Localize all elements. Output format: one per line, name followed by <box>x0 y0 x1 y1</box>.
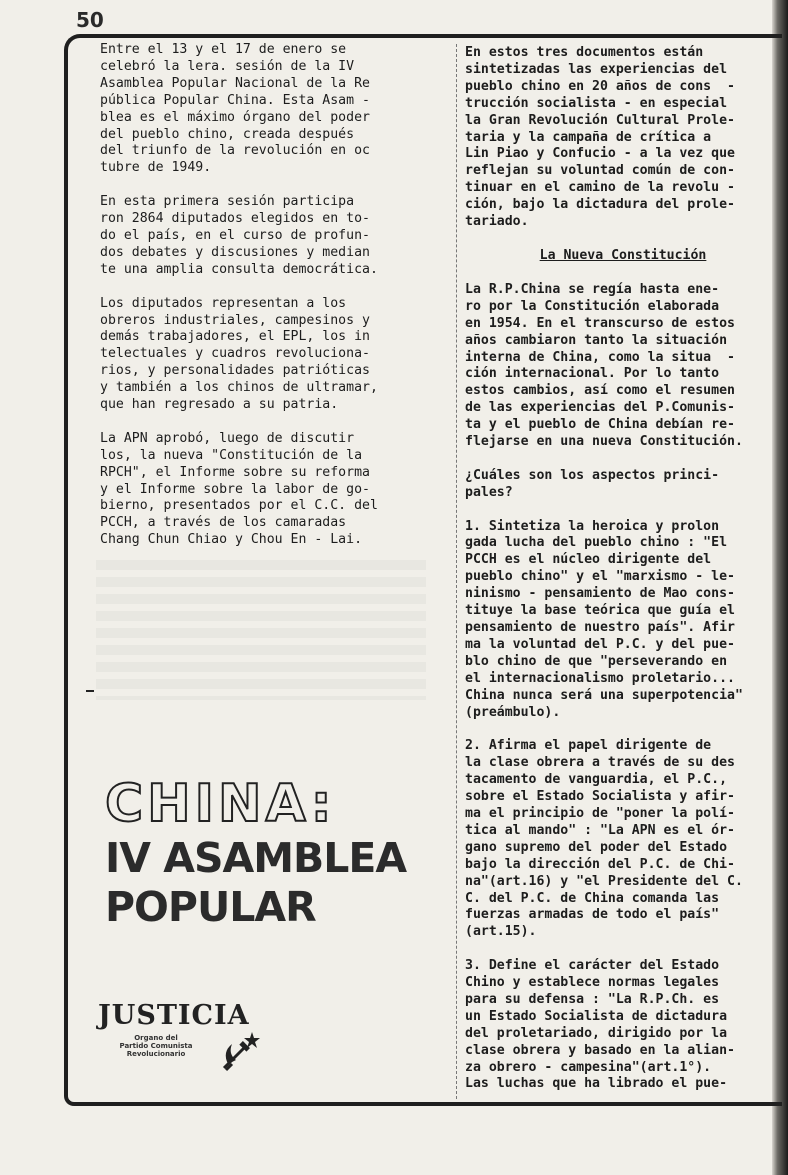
column-divider <box>456 44 457 1099</box>
text-line: RPCH", el Informe sobre su reforma <box>100 464 370 480</box>
text-line: que han regresado a su patria. <box>100 397 339 413</box>
text-line: reflejan su voluntad común de con- <box>465 163 735 179</box>
text-line: celebró la lera. sesión de la IV <box>100 58 355 74</box>
text-line: 1. Sintetiza la heroica y prolon <box>465 518 720 534</box>
text-line: del triunfo de la revolución en oc <box>100 143 370 159</box>
right-intro-paragraph <box>465 45 781 231</box>
masthead-subtitle-line: Partido Comunista <box>119 1042 193 1050</box>
show-through-shadow <box>96 560 426 700</box>
text-line: pueblo chino" y el "marxismo - le- <box>465 569 735 585</box>
text-line: PCCH es el núcleo dirigente del <box>465 552 712 568</box>
text-line: ma el principio de "poner la polí- <box>465 805 735 821</box>
text-line: ción internacional. Por lo tanto <box>465 366 720 382</box>
text-line: gano supremo del poder del Estado <box>465 839 728 855</box>
text-line: blo chino de que "perseverando en <box>465 653 728 669</box>
text-line <box>100 279 416 296</box>
headline-line-2: IV ASAMBLEA <box>105 834 407 882</box>
text-line: años cambiaron tanto la situación <box>465 332 728 348</box>
section-title: La Nueva Constitución <box>539 247 707 263</box>
text-line <box>465 451 781 468</box>
text-line <box>465 502 781 519</box>
text-line: bierno, presentados por el C.C. del <box>100 498 378 514</box>
left-column-text <box>100 42 416 549</box>
text-line: y el Informe sobre la labor de go- <box>100 481 370 497</box>
text-line: En esta primera sesión participa <box>100 194 355 210</box>
text-line: (art.15). <box>465 924 537 940</box>
text-line: tariado. <box>465 214 529 230</box>
text-line: ro por la Constitución elaborada <box>465 298 720 314</box>
headline <box>105 774 407 931</box>
text-line: (preámbulo). <box>465 704 561 720</box>
text-line: interna de China, como la situa - <box>465 349 735 365</box>
text-line: de las experiencias del P.Comunis- <box>465 400 735 416</box>
text-line: ta y el pueblo de China debían re- <box>465 417 735 433</box>
headline-line-1: CHINA: <box>105 774 336 834</box>
text-line: clase obrera y basado en la alian- <box>465 1042 735 1058</box>
text-line: y también a los chinos de ultramar, <box>100 380 378 396</box>
text-line: Lin Piao y Confucio - a la vez que <box>465 146 735 162</box>
text-line: te una amplia consulta democrática. <box>100 261 378 277</box>
text-line: estos cambios, así como el resumen <box>465 383 735 399</box>
text-line: bajo la dirección del P.C. de Chi- <box>465 856 735 872</box>
text-line: do el país, en el curso de profun- <box>100 227 370 243</box>
text-line: para su defensa : "La R.P.Ch. es <box>465 991 720 1007</box>
text-line: sobre el Estado Socialista y afir- <box>465 789 735 805</box>
text-line: del proletariado, dirigido por la <box>465 1025 728 1041</box>
text-line: C. del P.C. de China comanda las <box>465 890 720 906</box>
text-line: pueblo chino en 20 años de cons - <box>465 78 735 94</box>
text-line: La R.P.China se regía hasta ene- <box>465 281 720 297</box>
text-line: blea es el máximo órgano del poder <box>100 109 370 125</box>
text-line: PCCH, a través de los camaradas <box>100 515 347 531</box>
text-line: flejarse en una nueva Constitución. <box>465 434 743 450</box>
text-line: ción, bajo la dictadura del prole- <box>465 197 735 213</box>
text-line: Entre el 13 y el 17 de enero se <box>100 42 347 57</box>
text-line: pales? <box>465 484 513 500</box>
text-line: demás trabajadores, el EPL, los in <box>100 329 370 345</box>
text-line <box>465 941 781 958</box>
justicia-masthead <box>98 1000 274 1072</box>
text-line: la Gran Revolución Cultural Prole- <box>465 112 735 128</box>
right-body-text <box>465 282 781 1094</box>
text-line <box>465 721 781 738</box>
text-line: obreros industriales, campesinos y <box>100 312 370 328</box>
text-line: 2. Afirma el papel dirigente de <box>465 738 712 754</box>
text-line <box>100 177 416 194</box>
text-line: del pueblo chino, creada después <box>100 126 355 142</box>
text-line: pública Popular China. Esta Asam - <box>100 92 370 108</box>
masthead-subtitle-line: Revolucionario <box>126 1050 186 1058</box>
text-line <box>100 414 416 431</box>
text-line: el internacionalismo proletario... <box>465 670 735 686</box>
text-line: 3. Define el carácter del Estado <box>465 958 720 974</box>
text-line: fuerzas armadas de todo el país" <box>465 907 720 923</box>
text-line: pensamiento de nuestro país". Afir <box>465 620 735 635</box>
text-line: tinuar en el camino de la revolu - <box>465 180 735 196</box>
text-line: Los diputados representan a los <box>100 295 347 311</box>
text-line: la clase obrera a través de su des <box>465 755 735 771</box>
text-line: Chang Chun Chiao y Chou En - Lai. <box>100 532 363 548</box>
hammer-sickle-star-icon <box>218 1030 262 1072</box>
text-line: gada lucha del pueblo chino : "El <box>465 535 728 551</box>
masthead-name: JUSTICIA <box>98 1000 250 1031</box>
text-line: rios, y personalidades patrióticas <box>100 363 370 379</box>
text-line: los, la nueva "Constitución de la <box>100 447 363 463</box>
text-line: tituye la base teórica que guía el <box>465 603 735 619</box>
text-line: en 1954. En el transcurso de estos <box>465 315 735 331</box>
text-line: ¿Cuáles son los aspectos princi- <box>465 467 720 483</box>
margin-mark <box>86 690 94 692</box>
text-line: sintetizadas las experiencias del <box>465 61 728 77</box>
masthead-subtitle-line: Organo del <box>134 1034 178 1042</box>
text-line: za obrero - campesina"(art.1°). <box>465 1059 712 1075</box>
text-line: dos debates y discusiones y median <box>100 244 370 260</box>
text-line: La APN aprobó, luego de discutir <box>100 430 355 446</box>
text-line: Asamblea Popular Nacional de la Re <box>100 75 370 91</box>
text-line: ron 2864 diputados elegidos en to- <box>100 211 370 227</box>
text-line: tacamento de vanguardia, el P.C., <box>465 772 728 788</box>
right-column-text <box>465 45 781 1093</box>
text-line: taria y la campaña de crítica a <box>465 129 712 145</box>
text-line: un Estado Socialista de dictadura <box>465 1008 728 1024</box>
text-line: tubre de 1949. <box>100 160 212 176</box>
text-line: En estos tres documentos están <box>465 45 704 60</box>
headline-line-3: POPULAR <box>105 883 316 931</box>
text-line: tica al mando" : "La APN es el ór- <box>465 822 735 838</box>
page-number: 50 <box>76 8 104 32</box>
text-line: Chino y establece normas legales <box>465 975 720 991</box>
text-line: na"(art.16) y "el Presidente del C. <box>465 873 743 889</box>
text-line: ninismo - pensamiento de Mao cons- <box>465 586 735 602</box>
text-line: China nunca será una superpotencia" <box>465 687 743 703</box>
text-line: ma la voluntad del P.C. y del pue- <box>465 636 735 652</box>
text-line: Las luchas que ha librado el pue- <box>465 1076 728 1092</box>
text-line: telectuales y cuadros revoluciona- <box>100 346 370 362</box>
masthead-subtitle <box>98 1034 214 1058</box>
text-line: trucción socialista - en especial <box>465 95 728 111</box>
